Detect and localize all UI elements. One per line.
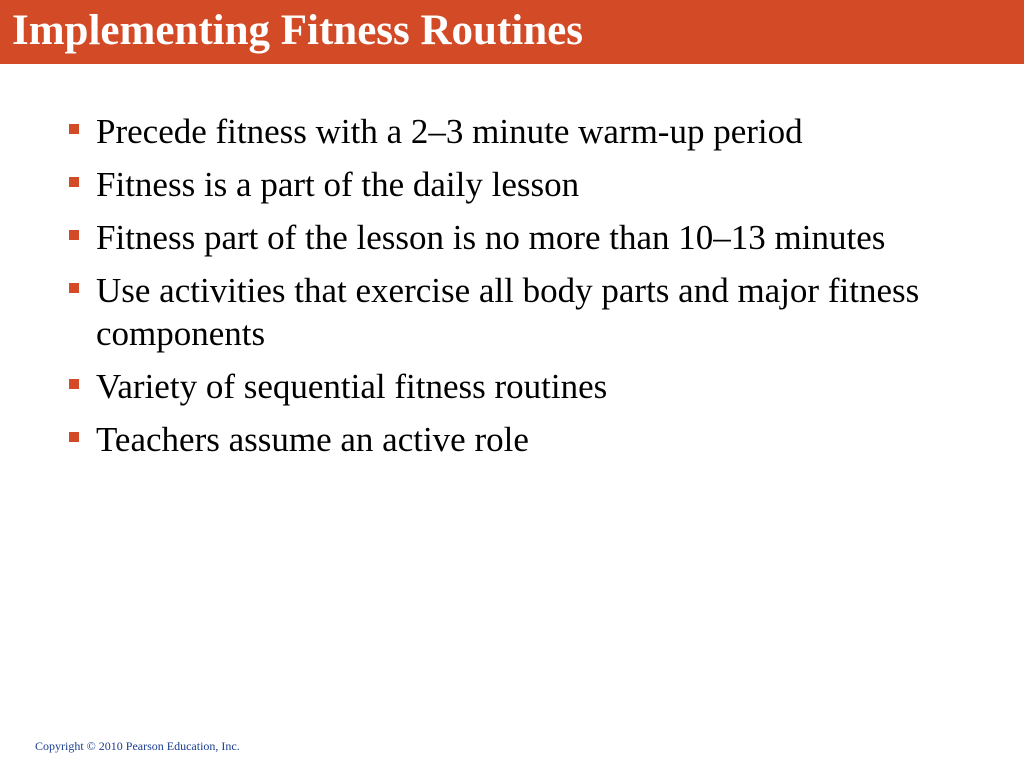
square-bullet-icon	[69, 283, 79, 293]
bullet-text: Use activities that exercise all body parts and major fitness components	[96, 271, 920, 353]
bullet-text: Teachers assume an active role	[96, 420, 529, 459]
square-bullet-icon	[69, 230, 79, 240]
bullet-text: Fitness is a part of the daily lesson	[96, 165, 580, 204]
bullet-list	[66, 110, 966, 471]
bullet-text: Fitness part of the lesson is no more than 10–13 minutes	[96, 218, 886, 257]
square-bullet-icon	[69, 124, 79, 134]
square-bullet-icon	[69, 177, 79, 187]
bullet-item	[66, 163, 966, 206]
square-bullet-icon	[69, 379, 79, 389]
bullet-item	[66, 365, 966, 408]
square-bullet-icon	[69, 432, 79, 442]
title-bar	[0, 0, 1024, 64]
bullet-item	[66, 418, 966, 461]
bullet-item	[66, 269, 966, 355]
copyright-footer: Copyright © 2010 Pearson Education, Inc.	[35, 739, 240, 753]
bullet-item	[66, 216, 966, 259]
slide-title: Implementing Fitness Routines	[12, 7, 583, 54]
bullet-text: Precede fitness with a 2–3 minute warm-up period	[96, 112, 803, 151]
bullet-text: Variety of sequential fitness routines	[96, 367, 608, 406]
bullet-item	[66, 110, 966, 153]
